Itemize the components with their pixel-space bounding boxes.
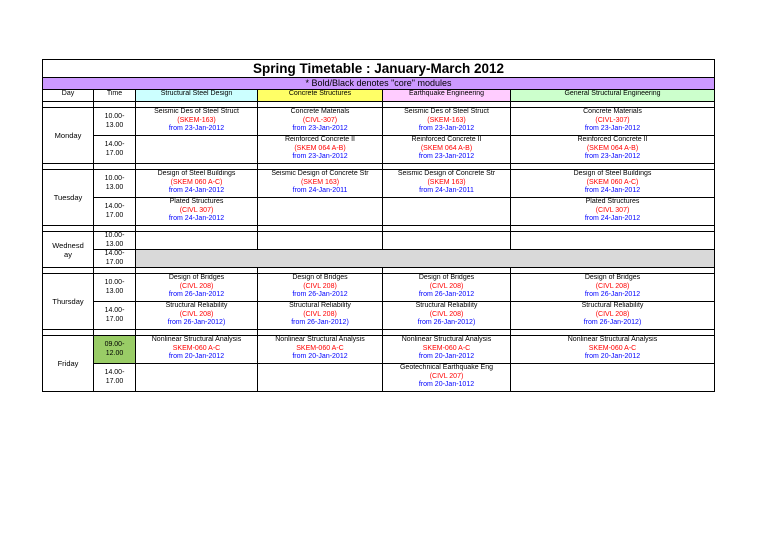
header-structural-steel: Structural Steel Design <box>136 90 258 102</box>
day-label-tuesday: Tuesday <box>43 170 94 226</box>
course-cell: Design of Bridges (CIVL 208) from 26-Jan-2012 <box>383 274 511 302</box>
time-slot: 14.00- 17.00 <box>94 364 136 392</box>
course-cell: Reinforced Concrete II (SKEM 064 A-B) from 23-Jan-2012 <box>258 136 383 164</box>
monday-pm-row <box>43 136 715 164</box>
course-cell: Nonlinear Structural Analysis SKEM-060 A-C from 20-Jan-2012 <box>258 336 383 364</box>
thursday-am-row <box>43 274 715 302</box>
course-cell: Design of Steel Buildings (SKEM 060 A-C) from 24-Jan-2012 <box>136 170 258 198</box>
course-cell: Plated Structures (CIVL 307) from 24-Jan-2012 <box>511 198 715 226</box>
wednesday-free-afternoon <box>136 250 715 268</box>
time-slot: 14.00- 17.00 <box>94 136 136 164</box>
course-cell: Seismic Design of Concrete Str (SKEM 163) from 24-Jan-2011 <box>258 170 383 198</box>
course-cell: Nonlinear Structural Analysis SKEM-060 A-C from 20-Jan-2012 <box>136 336 258 364</box>
wednesday-am-row <box>43 232 715 250</box>
course-cell <box>511 364 715 392</box>
course-cell: Structural Reliability (CIVL 208) from 26-Jan-2012) <box>136 302 258 330</box>
header-day: Day <box>43 90 94 102</box>
time-slot: 10.00- 13.00 <box>94 108 136 136</box>
day-label-monday: Monday <box>43 108 94 164</box>
course-cell: Seismic Des of Steel Struct (SKEM-163) from 23-Jan-2012 <box>383 108 511 136</box>
tuesday-pm-row <box>43 198 715 226</box>
course-cell <box>383 198 511 226</box>
course-cell: Design of Bridges (CIVL 208) from 26-Jan-2012 <box>511 274 715 302</box>
course-cell: Design of Bridges (CIVL 208) from 26-Jan-2012 <box>258 274 383 302</box>
tuesday-am-row <box>43 170 715 198</box>
course-cell: Plated Structures (CIVL 307) from 24-Jan-2012 <box>136 198 258 226</box>
header-general: General Structural Engineering <box>511 90 715 102</box>
wednesday-pm-row <box>43 250 715 268</box>
header-concrete: Concrete Structures <box>258 90 383 102</box>
time-slot: 10.00- 13.00 <box>94 170 136 198</box>
course-cell: Reinforced Concrete II (SKEM 064 A-B) from 23-Jan-2012 <box>511 136 715 164</box>
course-cell <box>258 198 383 226</box>
day-label-thursday: Thursday <box>43 274 94 330</box>
course-cell: Design of Bridges (CIVL 208) from 26-Jan-2012 <box>136 274 258 302</box>
time-slot: 14.00- 17.00 <box>94 250 136 268</box>
core-modules-note: * Bold/Black denotes "core" modules <box>43 78 715 90</box>
course-cell: Nonlinear Structural Analysis SKEM-060 A-C from 20-Jan-2012 <box>511 336 715 364</box>
course-cell: Concrete Materials (CIVL-307) from 23-Jan-2012 <box>511 108 715 136</box>
friday-pm-row <box>43 364 715 392</box>
course-cell <box>511 232 715 250</box>
course-cell: Structural Reliability (CIVL 208) from 26-Jan-2012) <box>258 302 383 330</box>
time-slot: 09.00- 12.00 <box>94 336 136 364</box>
course-cell <box>136 136 258 164</box>
course-cell: Structural Reliability (CIVL 208) from 26-Jan-2012) <box>511 302 715 330</box>
course-cell <box>136 364 258 392</box>
course-cell: Seismic Des of Steel Struct (SKEM-163) from 23-Jan-2012 <box>136 108 258 136</box>
course-cell: Geotechnical Earthquake Eng (CIVL 207) from 20-Jan-1012 <box>383 364 511 392</box>
thursday-pm-row <box>43 302 715 330</box>
course-cell: Structural Reliability (CIVL 208) from 26-Jan-2012) <box>383 302 511 330</box>
header-row <box>43 90 715 102</box>
course-cell <box>258 232 383 250</box>
time-slot: 10.00- 13.00 <box>94 274 136 302</box>
page-title: Spring Timetable : January-March 2012 <box>43 60 715 78</box>
day-label-wednesday: Wednesd ay <box>43 232 94 268</box>
course-cell <box>136 232 258 250</box>
time-slot: 14.00- 17.00 <box>94 302 136 330</box>
course-cell <box>258 364 383 392</box>
course-cell: Nonlinear Structural Analysis SKEM-060 A-C from 20-Jan-2012 <box>383 336 511 364</box>
course-cell: Concrete Materials (CIVL-307) from 23-Jan-2012 <box>258 108 383 136</box>
header-earthquake: Earthquake Engineering <box>383 90 511 102</box>
course-cell <box>383 232 511 250</box>
course-cell: Seismic Design of Concrete Str (SKEM 163) from 24-Jan-2011 <box>383 170 511 198</box>
course-cell: Reinforced Concrete II (SKEM 064 A-B) from 23-Jan-2012 <box>383 136 511 164</box>
timetable-table <box>42 59 715 392</box>
time-slot: 10.00- 13.00 <box>94 232 136 250</box>
friday-am-row <box>43 336 715 364</box>
course-cell: Design of Steel Buildings (SKEM 060 A-C) from 24-Jan-2012 <box>511 170 715 198</box>
header-time: Time <box>94 90 136 102</box>
time-slot: 14.00- 17.00 <box>94 198 136 226</box>
monday-am-row <box>43 108 715 136</box>
day-label-friday: Friday <box>43 336 94 392</box>
